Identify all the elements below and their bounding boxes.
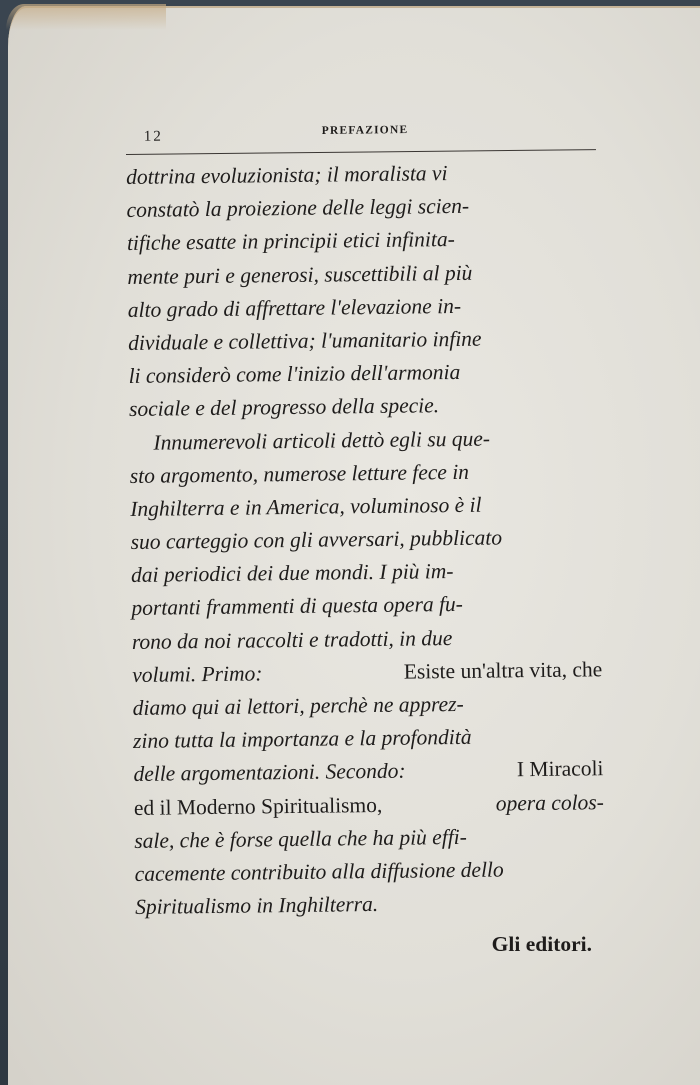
- text-line: rono da noi raccolti e tradotti, in due: [131, 625, 453, 654]
- text-line: zino tutta la importanza e la profondità: [132, 725, 472, 754]
- text-line: suo carteggio con gli avversari, pubblicato: [130, 525, 503, 555]
- text-line: sto argomento, numerose letture fece in: [129, 459, 470, 488]
- book-title-roman: ed il Moderno Spiritualismo,: [133, 792, 383, 820]
- text-segment-italic: delle argomentazioni. Secondo:: [133, 759, 406, 787]
- running-head: [126, 119, 596, 155]
- book-title-roman: I Miracoli: [516, 756, 604, 782]
- paragraph-first-line: Innumerevoli articoli dettò egli su que-: [153, 426, 491, 455]
- text-line: sociale e del progresso della specie.: [128, 393, 440, 422]
- text-line: dottrina evoluzionista; il moralista vi: [126, 161, 448, 189]
- text-line: sale, che è forse quella che ha più effi-: [134, 824, 467, 853]
- text-line: cacemente contribuito alla diffusione dello: [134, 857, 504, 886]
- text-line: Spiritualismo in Inghilterra.: [134, 892, 379, 920]
- text-line: Inghilterra e in America, voluminoso è il: [130, 492, 482, 521]
- text-line: dai periodici dei due mondi. I più im-: [130, 559, 454, 588]
- text-line: mente puri e generosi, suscettibili al più: [127, 260, 473, 289]
- text-line: diamo qui ai lettori, perchè ne apprez-: [132, 691, 464, 720]
- text-line: portanti frammenti di questa opera fu-: [131, 592, 464, 621]
- text-line: tifiche esatte in principii etici infinita-: [126, 227, 455, 256]
- running-title: PREFAZIONE: [321, 124, 409, 137]
- text-segment-italic: volumi. Primo:: [132, 661, 263, 687]
- book-title-roman: Esiste un'altra vita, che: [403, 657, 603, 684]
- text-line-mixed: [132, 653, 602, 692]
- preface-body: [126, 155, 605, 924]
- signature: Gli editori.: [491, 932, 592, 957]
- book-page: [8, 6, 700, 1085]
- text-line: constatò la proiezione delle leggi scien-: [126, 194, 470, 223]
- text-line: li considerò come l'inizio dell'armonia: [128, 360, 461, 389]
- text-block: [126, 124, 605, 957]
- text-line: alto grado di affrettare l'elevazione in-: [127, 293, 462, 322]
- page-number: 12: [143, 128, 163, 145]
- text-line: dividuale e collettiva; l'umanitario infine: [128, 326, 482, 355]
- text-line-mixed: [134, 786, 604, 825]
- text-segment-italic: opera colos-: [495, 789, 605, 816]
